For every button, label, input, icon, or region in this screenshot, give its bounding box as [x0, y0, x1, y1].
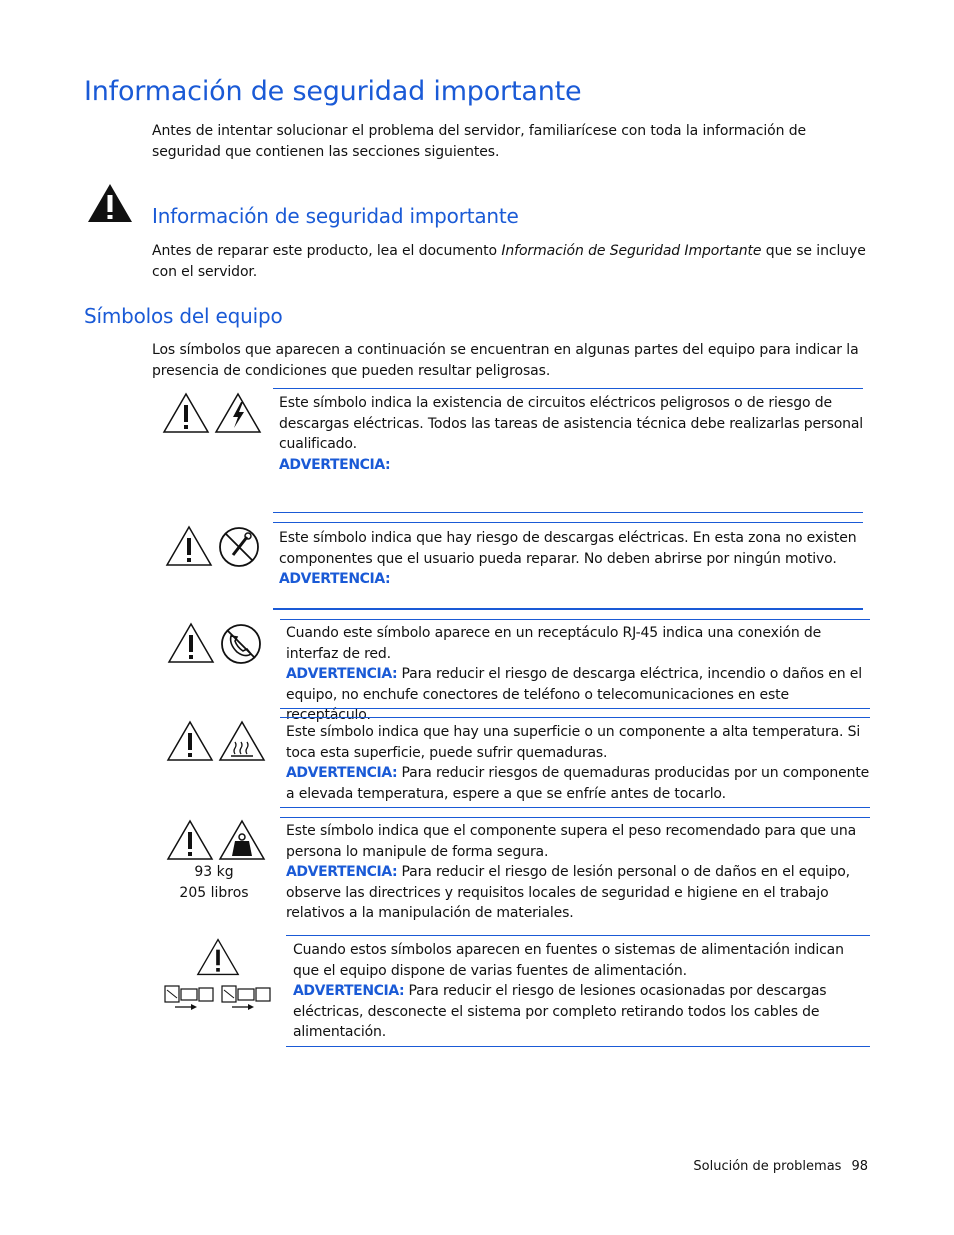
page-footer [683, 1159, 868, 1174]
symbol-text: Este símbolo indica la existencia de circuitos eléctricos peligrosos o de riesgo de descargas eléctricas. Todos las tareas de asistencia técnica debe realizarlas personal cualificado. [279, 395, 864, 452]
weight-kg: 93 kg [194, 864, 234, 880]
warning-label: ADVERTENCIA: [286, 864, 398, 880]
power-supply-icon [163, 980, 217, 1012]
warning-triangle-icon [167, 622, 215, 664]
power-supply-icon [220, 980, 274, 1012]
warning-triangle-icon [162, 392, 210, 434]
intro-paragraph: Antes de intentar solucionar el problema del servidor, familiarícese con toda la información de seguridad que contienen las secciones siguientes. [152, 123, 807, 160]
footer-section: Solución de problemas [693, 1159, 842, 1174]
warning-triangle-icon [165, 525, 213, 567]
electric-shock-icon [214, 392, 262, 434]
warning-label: ADVERTENCIA: [279, 456, 391, 473]
symbol-text: Cuando este símbolo aparece en un receptáculo RJ-45 indica una conexión de interfaz de red. [286, 625, 822, 662]
symbols-heading: Símbolos del equipo [84, 304, 283, 328]
warning-triangle-icon [196, 937, 240, 977]
symbol-text: Este símbolo indica que hay riesgo de descargas eléctricas. En esta zona no existen componentes que el usuario pueda reparar. No deben abrirse por ningún motivo. [279, 530, 857, 567]
safety-heading: Información de seguridad importante [152, 204, 519, 228]
warning-label: ADVERTENCIA: [279, 571, 391, 587]
safety-doc-title: Información de Seguridad Importante [501, 243, 762, 259]
heavy-weight-icon [218, 819, 266, 861]
warning-icon [86, 182, 134, 224]
symbols-intro: Los símbolos que aparecen a continuación se encuentran en algunas partes del equipo para indicar la presencia de condiciones que pueden resultar peligrosas. [152, 342, 859, 379]
symbol-text: Este símbolo indica que el componente supera el peso recomendado para que una persona lo manipule de forma segura. [286, 823, 857, 860]
warning-triangle-icon [166, 720, 214, 762]
page-title: Información de seguridad importante [84, 76, 582, 107]
warning-label: ADVERTENCIA: [286, 765, 398, 781]
safety-paragraph: Antes de reparar este producto, lea el documento Información de Seguridad Importante que se incluye con el servidor. [152, 243, 866, 280]
no-telephone-icon [219, 622, 263, 666]
no-tools-icon [217, 525, 261, 569]
warning-label: ADVERTENCIA: [293, 983, 405, 999]
symbol-text: Cuando estos símbolos aparecen en fuentes o sistemas de alimentación indican que el equipo dispone de varias fuentes de alimentación. [293, 942, 844, 979]
weight-lb: 205 libros [179, 884, 249, 901]
warning-label: ADVERTENCIA: [286, 666, 398, 682]
hot-surface-icon [218, 720, 266, 762]
page-number: 98 [851, 1159, 868, 1174]
warning-triangle-icon [166, 819, 214, 861]
symbol-text: Este símbolo indica que hay una superficie o un componente a alta temperatura. Si toca esta superficie, puede sufrir quemaduras. [286, 724, 861, 761]
